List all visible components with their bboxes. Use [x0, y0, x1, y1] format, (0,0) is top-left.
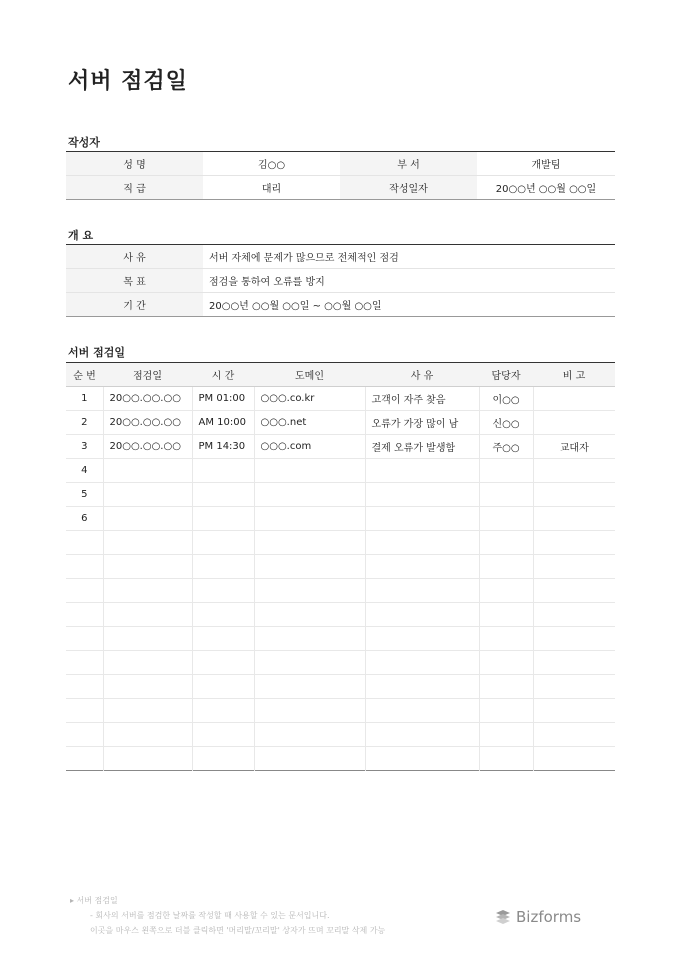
cell-manager[interactable]: [479, 699, 533, 723]
log-body: [66, 387, 615, 771]
cell-date[interactable]: [103, 723, 192, 747]
period-value[interactable]: 20○○년 ○○월 ○○일 ~ ○○월 ○○일: [209, 301, 382, 312]
cell-date[interactable]: [103, 531, 192, 555]
cell-date[interactable]: 20○○.○○.○○: [103, 387, 192, 411]
cell-note[interactable]: [533, 507, 615, 531]
cell-note[interactable]: [533, 747, 615, 771]
cell-date[interactable]: [103, 507, 192, 531]
col-header-date: 점검일: [103, 363, 192, 387]
cell-no[interactable]: [66, 723, 103, 747]
table-row: [66, 531, 615, 555]
cell-domain[interactable]: [254, 579, 365, 603]
col-header-manager: 담당자: [479, 363, 533, 387]
col-header-time: 시 간: [192, 363, 254, 387]
table-row: [66, 483, 615, 507]
cell-time[interactable]: [192, 651, 254, 675]
cell-date[interactable]: 20○○.○○.○○: [103, 411, 192, 435]
goal-value[interactable]: 점검을 통하여 오류를 방지: [203, 269, 615, 293]
cell-reason[interactable]: [365, 555, 479, 579]
cell-time[interactable]: [192, 459, 254, 483]
table-row: [66, 411, 615, 435]
cell-time[interactable]: [192, 699, 254, 723]
cell-date[interactable]: [103, 651, 192, 675]
logo-text: Bizforms: [516, 908, 582, 926]
cell-manager[interactable]: 신○○: [479, 411, 533, 435]
cell-no[interactable]: 5: [66, 483, 103, 507]
cell-domain[interactable]: [254, 723, 365, 747]
table-row: [66, 699, 615, 723]
cell-manager[interactable]: [479, 507, 533, 531]
cell-domain[interactable]: [254, 699, 365, 723]
cell-reason[interactable]: 오류가 가장 많이 남: [365, 411, 479, 435]
cell-note[interactable]: [533, 387, 615, 411]
cell-reason[interactable]: [365, 747, 479, 771]
cell-note[interactable]: [533, 483, 615, 507]
col-header-note: 비 고: [533, 363, 615, 387]
cell-no[interactable]: [66, 675, 103, 699]
table-row: [66, 152, 615, 176]
cell-no[interactable]: [66, 699, 103, 723]
cell-manager[interactable]: [479, 555, 533, 579]
cell-no[interactable]: [66, 627, 103, 651]
overview-heading: 개 요: [68, 229, 94, 242]
table-row: [66, 435, 615, 459]
col-header-no: 순 번: [66, 363, 103, 387]
cell-reason[interactable]: [365, 579, 479, 603]
table-row: [66, 387, 615, 411]
cell-reason[interactable]: [365, 723, 479, 747]
table-row: [66, 176, 615, 200]
table-row: [66, 269, 615, 293]
rank-label: 직 급: [66, 176, 203, 200]
cell-reason[interactable]: [365, 699, 479, 723]
cell-manager[interactable]: 주○○: [479, 435, 533, 459]
overview-table: [66, 244, 615, 317]
cell-date[interactable]: [103, 627, 192, 651]
cell-domain[interactable]: ○○○.co.kr: [254, 387, 365, 411]
table-row: [66, 245, 615, 269]
cell-domain[interactable]: [254, 675, 365, 699]
cell-time[interactable]: [192, 723, 254, 747]
cell-note[interactable]: [533, 627, 615, 651]
cell-note[interactable]: 교대자: [533, 435, 615, 459]
log-table: [66, 362, 615, 771]
cell-date[interactable]: [103, 555, 192, 579]
author-table: [66, 151, 615, 200]
col-header-domain: 도메인: [254, 363, 365, 387]
cell-no[interactable]: 1: [66, 387, 103, 411]
goal-label: 목 표: [66, 269, 203, 293]
cell-reason[interactable]: [365, 507, 479, 531]
name-label: 성 명: [66, 152, 203, 176]
period-label: 기 간: [66, 293, 203, 317]
reason-label: 사 유: [66, 245, 203, 269]
table-row: [66, 723, 615, 747]
cell-note[interactable]: [533, 411, 615, 435]
cell-time[interactable]: PM 01:00: [192, 387, 254, 411]
cell-note[interactable]: [533, 579, 615, 603]
cell-no[interactable]: 2: [66, 411, 103, 435]
date-value[interactable]: 20○○년 ○○월 ○○일: [495, 184, 597, 195]
cell-date[interactable]: [103, 747, 192, 771]
cell-reason[interactable]: [365, 459, 479, 483]
table-row: [66, 747, 615, 771]
cell-reason[interactable]: [365, 651, 479, 675]
cell-manager[interactable]: [479, 627, 533, 651]
table-row: [66, 293, 615, 317]
department-label: 부 서: [340, 152, 477, 176]
cell-no[interactable]: [66, 555, 103, 579]
bizforms-logo-icon: [494, 909, 512, 925]
cell-note[interactable]: [533, 651, 615, 675]
cell-no[interactable]: 4: [66, 459, 103, 483]
cell-date[interactable]: 20○○.○○.○○: [103, 435, 192, 459]
cell-time[interactable]: [192, 603, 254, 627]
footer-hint: 이곳을 마우스 왼쪽으로 더블 클릭하면 '머리말/꼬리말' 상자가 뜨며 꼬리말 삭제 가능: [90, 926, 386, 935]
cell-note[interactable]: [533, 531, 615, 555]
cell-no[interactable]: [66, 651, 103, 675]
page-title: 서버 점검일: [68, 69, 188, 94]
bizforms-logo: [494, 908, 581, 926]
cell-no[interactable]: [66, 579, 103, 603]
cell-time[interactable]: [192, 579, 254, 603]
cell-reason[interactable]: [365, 675, 479, 699]
cell-date[interactable]: [103, 603, 192, 627]
cell-manager[interactable]: [479, 651, 533, 675]
cell-domain[interactable]: ○○○.com: [254, 435, 365, 459]
cell-reason[interactable]: [365, 483, 479, 507]
log-heading: 서버 점검일: [68, 346, 125, 359]
cell-no[interactable]: 6: [66, 507, 103, 531]
cell-manager[interactable]: [479, 675, 533, 699]
cell-domain[interactable]: [254, 507, 365, 531]
cell-time[interactable]: [192, 555, 254, 579]
cell-note[interactable]: [533, 555, 615, 579]
cell-no[interactable]: [66, 747, 103, 771]
reason-value[interactable]: 서버 자체에 문제가 많으므로 전체적인 점검: [203, 245, 615, 269]
footer-description: - 회사의 서버를 점검한 날짜를 작성할 때 사용할 수 있는 문서입니다.: [90, 911, 330, 920]
cell-date[interactable]: [103, 459, 192, 483]
table-row: [66, 555, 615, 579]
name-value[interactable]: 김○○: [203, 152, 340, 176]
cell-time[interactable]: [192, 627, 254, 651]
table-row: [66, 507, 615, 531]
cell-reason[interactable]: [365, 531, 479, 555]
footer-note[interactable]: [70, 893, 385, 938]
cell-manager[interactable]: [479, 579, 533, 603]
cell-manager[interactable]: [479, 747, 533, 771]
cell-domain[interactable]: [254, 627, 365, 651]
cell-domain[interactable]: [254, 459, 365, 483]
author-heading: 작성자: [68, 136, 100, 149]
cell-time[interactable]: PM 14:30: [192, 435, 254, 459]
cell-domain[interactable]: [254, 483, 365, 507]
cell-time[interactable]: [192, 531, 254, 555]
cell-date[interactable]: [103, 699, 192, 723]
cell-domain[interactable]: [254, 531, 365, 555]
cell-time[interactable]: [192, 675, 254, 699]
table-row: [66, 579, 615, 603]
cell-date[interactable]: [103, 483, 192, 507]
table-row: [66, 675, 615, 699]
cell-manager[interactable]: [479, 459, 533, 483]
table-row: [66, 651, 615, 675]
cell-time[interactable]: [192, 747, 254, 771]
rank-value[interactable]: 대리: [261, 184, 282, 195]
cell-domain[interactable]: [254, 603, 365, 627]
cell-domain[interactable]: [254, 555, 365, 579]
cell-time[interactable]: [192, 507, 254, 531]
cell-note[interactable]: [533, 723, 615, 747]
cell-time[interactable]: AM 10:00: [192, 411, 254, 435]
table-row: [66, 459, 615, 483]
cell-date[interactable]: [103, 675, 192, 699]
cell-note[interactable]: [533, 699, 615, 723]
cell-reason[interactable]: [365, 603, 479, 627]
cell-domain[interactable]: [254, 747, 365, 771]
cell-note[interactable]: [533, 603, 615, 627]
cell-domain[interactable]: ○○○.net: [254, 411, 365, 435]
cell-time[interactable]: [192, 483, 254, 507]
cell-manager[interactable]: [479, 603, 533, 627]
cell-manager[interactable]: [479, 483, 533, 507]
department-value[interactable]: 개발팀: [477, 152, 615, 176]
cell-note[interactable]: [533, 459, 615, 483]
cell-date[interactable]: [103, 579, 192, 603]
table-header-row: [66, 363, 615, 387]
cell-manager[interactable]: [479, 723, 533, 747]
date-label: 작성일자: [340, 176, 477, 200]
cell-reason[interactable]: [365, 627, 479, 651]
cell-manager[interactable]: [479, 531, 533, 555]
cell-no[interactable]: 3: [66, 435, 103, 459]
table-row: [66, 627, 615, 651]
col-header-reason: 사 유: [365, 363, 479, 387]
cell-note[interactable]: [533, 675, 615, 699]
table-row: [66, 603, 615, 627]
cell-reason[interactable]: 결제 오류가 발생함: [365, 435, 479, 459]
cell-no[interactable]: [66, 531, 103, 555]
footer-title: ▸ 서버 점검일: [70, 896, 118, 905]
cell-reason[interactable]: 고객이 자주 찾음: [365, 387, 479, 411]
cell-no[interactable]: [66, 603, 103, 627]
cell-manager[interactable]: 이○○: [479, 387, 533, 411]
cell-domain[interactable]: [254, 651, 365, 675]
